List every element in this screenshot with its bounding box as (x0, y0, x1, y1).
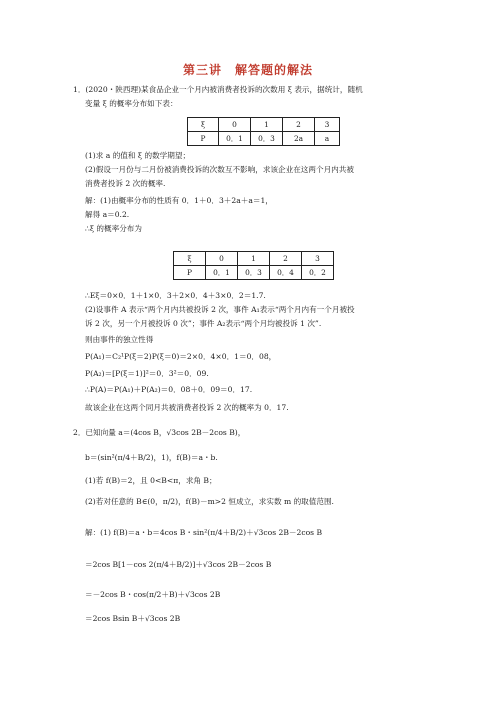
table-cell: 0 (219, 118, 251, 132)
table-cell: 3 (302, 252, 334, 266)
problem-1-solution-7: 则由事件的独立性得 (85, 335, 154, 344)
table-cell: P (188, 132, 219, 146)
problem-1-solution-11: 故该企业在这两个同月共被消费者投诉 2 次的概率为 0．17. (85, 403, 289, 412)
problem-1-question-1: (1)求 a 的值和 ξ 的数学期望； (85, 151, 191, 160)
table-cell: 0．3 (251, 132, 283, 146)
table-cell: 1 (238, 252, 270, 266)
problem-2-question-2: (2)若对任意的 B∈(0，π/2)，f(B)－m>2 恒成立，求实数 m 的取值范围. (85, 497, 334, 506)
problem-2-solution-4: ＝2cos Bsin B＋√3cos 2B (85, 614, 181, 623)
table-cell: ξ (174, 252, 206, 266)
table-row (188, 118, 340, 132)
problem-1-line-2: 变量 ξ 的概率分布如下表： (85, 99, 178, 108)
table-cell: 0．2 (302, 266, 334, 280)
table-cell: 0．4 (270, 266, 302, 280)
problem-1-solution-4: ∴Eξ＝0×0．1＋1×0．3＋2×0．4＋3×0．2＝1.7. (85, 291, 266, 300)
problem-1-line-1: 1．(2020・陕西理)某食品企业一个月内被消费者投诉的次数用 ξ 表示，据统计，随机 (73, 85, 363, 94)
problem-2-line-2: b＝(sin²(π/4＋B/2)，1)，f(B)＝a・b. (85, 453, 218, 462)
problem-1-solution-9: P(A₂)＝[P(ξ＝1)]²＝0．3²＝0．09. (85, 369, 209, 378)
table-cell: 0．3 (238, 266, 270, 280)
table-cell: P (174, 266, 206, 280)
probability-table-1 (187, 117, 340, 146)
probability-table-2 (173, 251, 334, 280)
problem-2-question-1: (1)若 f(B)＝2，且 0<B<π，求角 B； (85, 476, 217, 485)
problem-1-solution-2: 解得 a＝0.2. (85, 210, 130, 219)
problem-1-solution-6: 诉 2 次，另一个月被投诉 0 次”；事件 A₂表示“两个月均被投诉 1 次”. (85, 319, 322, 328)
table-cell: 2a (283, 132, 315, 146)
table-cell: 1 (251, 118, 283, 132)
table-cell: a (315, 132, 340, 146)
table-row (174, 266, 334, 280)
table-cell: 2 (270, 252, 302, 266)
problem-1-solution-10: ∴P(A)＝P(A₁)＋P(A₂)＝0．08＋0．09＝0．17. (85, 385, 253, 394)
problem-1-solution-8: P(A₁)＝C₂¹P(ξ＝2)P(ξ＝0)＝2×0．4×0．1＝0．08， (85, 352, 277, 361)
table-cell: ξ (188, 118, 219, 132)
problem-1-solution-1: 解：(1)由概率分布的性质有 0．1＋0．3＋2a＋a＝1， (85, 196, 273, 205)
page-title: 第三讲 解答题的解法 (182, 63, 313, 77)
table-cell: 3 (315, 118, 340, 132)
problem-2-line-1: 2．已知向量 a＝(4cos B，√3cos 2B－2cos B)， (73, 428, 246, 437)
problem-1-question-2b: 消费者投诉 2 次的概率. (85, 179, 166, 188)
problem-1-solution-5: (2)设事件 A 表示“两个月内共被投诉 2 次，事件 A₁表示“两个月内有一个月被投 (85, 305, 355, 314)
problem-2-solution-3: ＝－2cos B・cos(π/2＋B)＋√3cos 2B (85, 590, 221, 599)
table-cell: 0 (206, 252, 238, 266)
table-row (188, 132, 340, 146)
table-cell: 0．1 (206, 266, 238, 280)
table-cell: 0．1 (219, 132, 251, 146)
problem-1-question-2a: (2)假设一月份与二月份被消费投诉的次数互不影响，求该企业在这两个月内共被 (85, 165, 354, 174)
problem-2-solution-1: 解：(1) f(B)＝a・b＝4cos B・sin²(π/4＋B/2)＋√3cos 2B－2cos B (85, 528, 323, 537)
problem-1-solution-3: ∴ξ 的概率分布为 (85, 224, 142, 233)
table-row (174, 252, 334, 266)
table-cell: 2 (283, 118, 315, 132)
problem-2-solution-2: ＝2cos B[1－cos 2(π/4＋B/2)]＋√3cos 2B－2cos B (85, 560, 272, 569)
